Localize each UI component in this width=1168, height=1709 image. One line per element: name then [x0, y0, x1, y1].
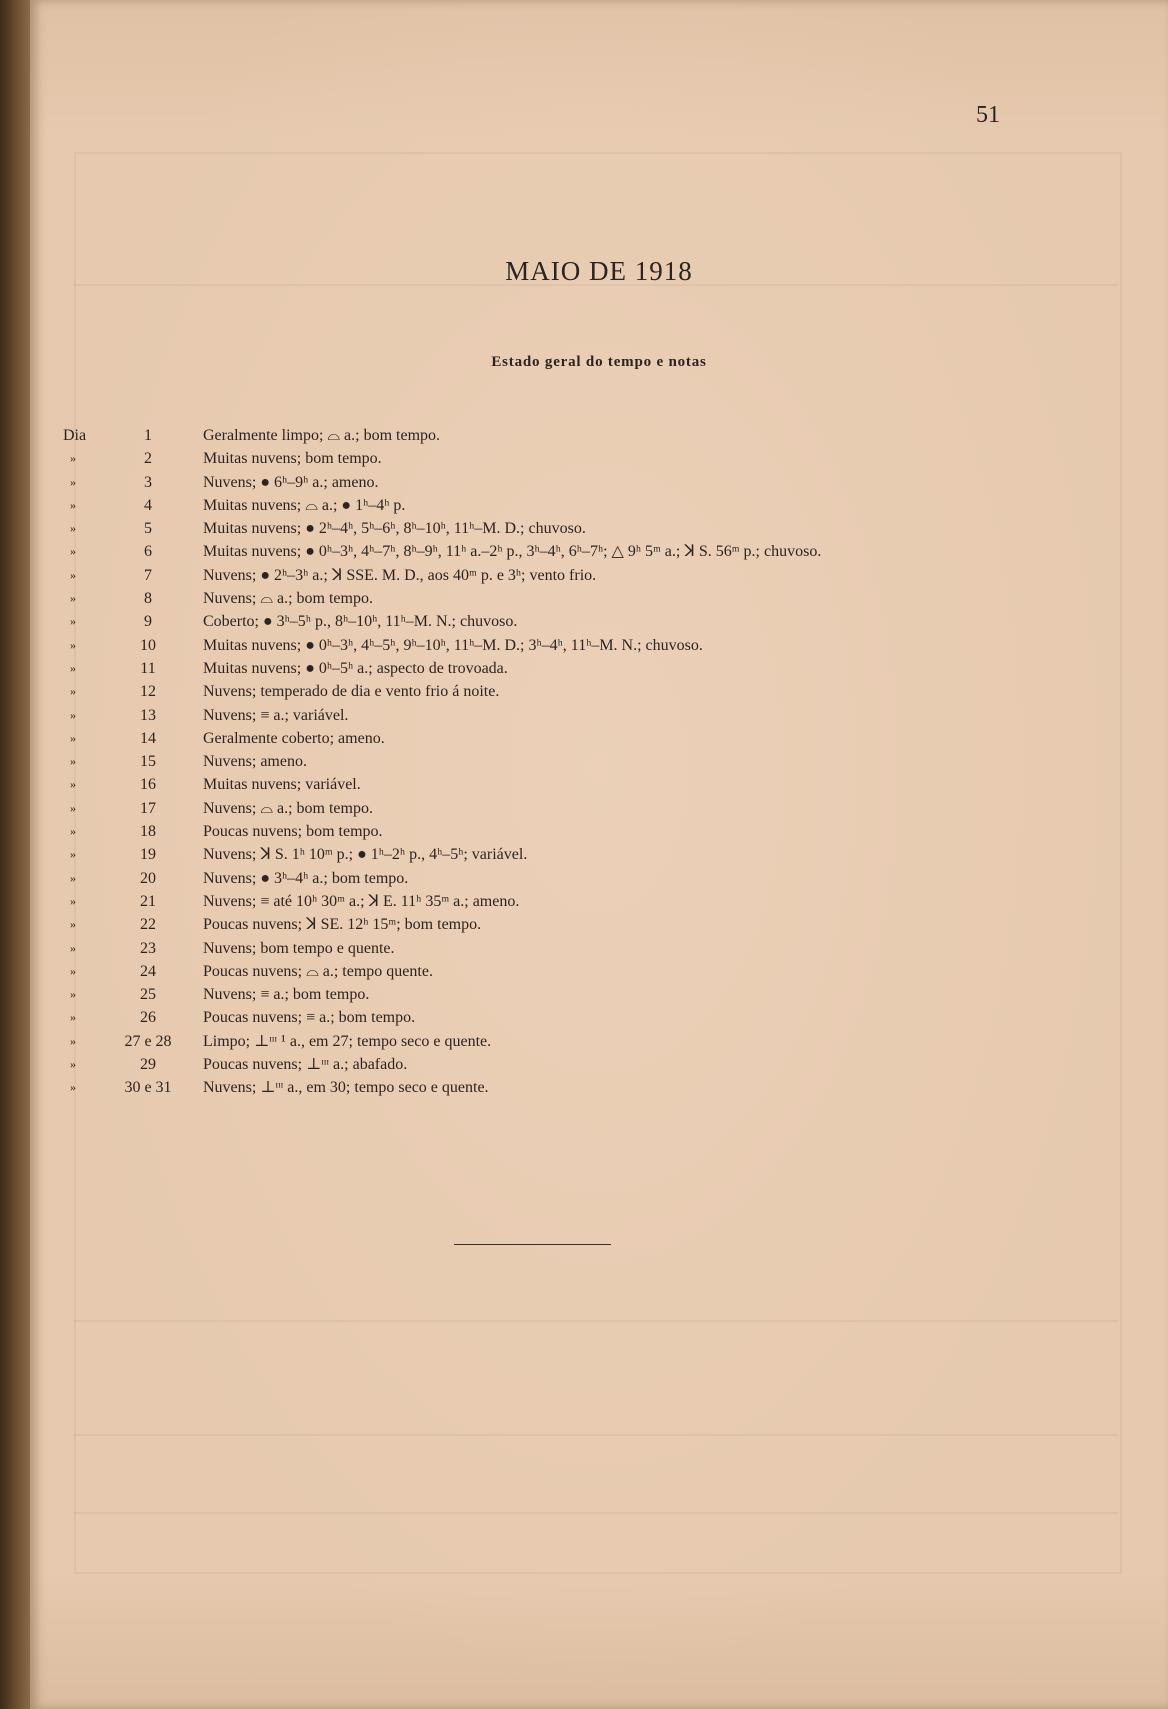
weather-note: Limpo; ⊥ᶦᶦᶦ ¹ a., em 27; tempo seco e quente. [203, 1032, 492, 1050]
page-title: MAIO DE 1918 [505, 256, 693, 286]
list-item [30, 680, 1168, 703]
ditto-mark: » [70, 684, 76, 699]
bleed-through-line [74, 1320, 1118, 1322]
day-number: 29 [140, 1056, 156, 1074]
ditto-mark: » [70, 987, 76, 1002]
list-item [30, 564, 1168, 587]
document-page [30, 0, 1168, 1709]
weather-note: Geralmente limpo; ⌓ a.; bom tempo. [203, 427, 441, 444]
day-number: 3 [144, 473, 152, 491]
weather-note: Geralmente coberto; ameno. [203, 729, 385, 747]
ditto-mark: » [70, 544, 76, 559]
ditto-mark: » [70, 940, 76, 955]
list-item [30, 540, 1168, 563]
ditto-mark: » [70, 1057, 76, 1072]
day-number: 13 [140, 706, 156, 724]
ditto-mark: » [70, 451, 76, 466]
list-item [30, 704, 1168, 727]
list-item [30, 610, 1168, 633]
weather-notes-list [30, 424, 1168, 1100]
day-number: 1 [144, 427, 152, 444]
section-subtitle: Estado geral do tempo e notas [491, 354, 707, 370]
weather-note: Poucas nuvens; ꓘ SE. 12ʰ 15ᵐ; bom tempo. [203, 916, 482, 934]
weather-note: Poucas nuvens; ⌓ a.; tempo quente. [203, 962, 433, 980]
weather-note: Poucas nuvens; ⊥ᶦᶦᶦ a.; abafado. [203, 1056, 408, 1074]
ditto-mark: » [70, 474, 76, 489]
bleed-through-line [74, 1434, 1118, 1436]
list-item [30, 634, 1168, 657]
ditto-mark: » [70, 707, 76, 722]
weather-note: Nuvens; bom tempo e quente. [203, 939, 395, 957]
list-item [30, 890, 1168, 913]
list-item [30, 424, 1168, 447]
ditto-mark: » [70, 1033, 76, 1048]
day-number: 12 [140, 683, 156, 701]
day-label: Dia [63, 427, 87, 444]
list-item [30, 447, 1168, 470]
day-number: 22 [140, 916, 156, 934]
weather-note: Nuvens; temperado de dia e vento frio á noite. [203, 683, 500, 701]
list-item [30, 750, 1168, 773]
ditto-mark: » [70, 963, 76, 978]
ditto-mark: » [70, 567, 76, 582]
list-item [30, 820, 1168, 843]
day-number: 14 [140, 729, 156, 747]
weather-note: Nuvens; ameno. [203, 753, 307, 771]
ditto-mark: » [70, 591, 76, 606]
day-number: 15 [140, 753, 156, 771]
day-number: 25 [140, 986, 156, 1004]
ditto-mark: » [70, 824, 76, 839]
weather-note: Nuvens; ● 3ʰ–4ʰ a.; bom tempo. [203, 869, 409, 887]
list-item [30, 1030, 1168, 1053]
weather-note: Muitas nuvens; ● 2ʰ–4ʰ, 5ʰ–6ʰ, 8ʰ–10ʰ, 11ʰ–M. D.; chuvoso. [203, 520, 586, 538]
list-item [30, 587, 1168, 610]
weather-note: Muitas nuvens; variável. [203, 776, 361, 794]
weather-note: Muitas nuvens; ⌓ a.; ● 1ʰ–4ʰ p. [203, 496, 406, 514]
day-number: 27 e 28 [124, 1032, 172, 1050]
weather-note: Poucas nuvens; bom tempo. [203, 823, 383, 841]
list-item [30, 1006, 1168, 1029]
page-number: 51 [976, 102, 1000, 128]
ditto-mark: » [70, 777, 76, 792]
ditto-mark: » [70, 754, 76, 769]
weather-note: Coberto; ● 3ʰ–5ʰ p., 8ʰ–10ʰ, 11ʰ–M. N.; chuvoso. [203, 613, 518, 631]
ditto-mark: » [70, 893, 76, 908]
day-number: 9 [144, 613, 152, 631]
list-item [30, 517, 1168, 540]
list-item [30, 797, 1168, 820]
day-number: 20 [140, 869, 156, 887]
ditto-mark: » [70, 1010, 76, 1025]
weather-note: Nuvens; ⌓ a.; bom tempo. [203, 799, 373, 817]
day-number: 2 [144, 450, 152, 468]
ditto-mark: » [70, 1080, 76, 1095]
weather-note: Muitas nuvens; ● 0ʰ–3ʰ, 4ʰ–5ʰ, 9ʰ–10ʰ, 11ʰ–M. D.; 3ʰ–4ʰ, 11ʰ–M. N.; chuvoso. [203, 636, 703, 654]
list-item [30, 727, 1168, 750]
list-item [30, 1053, 1168, 1076]
day-number: 4 [144, 496, 152, 514]
ditto-mark: » [70, 521, 76, 536]
list-item [30, 773, 1168, 796]
weather-note: Nuvens; ⊥ᶦᶦᶦ a., em 30; tempo seco e quente. [203, 1079, 489, 1097]
weather-note: Nuvens; ● 2ʰ–3ʰ a.; ꓘ SSE. M. D., aos 40ᵐ p. e 3ʰ; vento frio. [203, 566, 597, 584]
ditto-mark: » [70, 660, 76, 675]
day-number: 5 [144, 520, 152, 538]
day-number: 16 [140, 776, 156, 794]
ditto-mark: » [70, 847, 76, 862]
end-rule [454, 1244, 611, 1245]
list-item [30, 657, 1168, 680]
day-number: 26 [140, 1009, 156, 1027]
list-item [30, 843, 1168, 866]
list-item [30, 937, 1168, 960]
day-number: 8 [144, 590, 152, 608]
day-number: 30 e 31 [124, 1079, 172, 1097]
day-number: 24 [140, 962, 156, 980]
weather-note: Nuvens; ⌓ a.; bom tempo. [203, 590, 373, 608]
list-item [30, 983, 1168, 1006]
weather-note: Nuvens; ● 6ʰ–9ʰ a.; ameno. [203, 473, 379, 491]
list-item [30, 913, 1168, 936]
day-number: 17 [140, 799, 156, 817]
ditto-mark: » [70, 870, 76, 885]
day-number: 18 [140, 823, 156, 841]
weather-note: Nuvens; ≡ até 10ʰ 30ᵐ a.; ꓘ E. 11ʰ 35ᵐ a.; ameno. [203, 892, 520, 910]
list-item [30, 1076, 1168, 1099]
list-item [30, 867, 1168, 890]
day-number: 6 [144, 543, 152, 561]
day-number: 21 [140, 892, 156, 910]
bleed-through-line [74, 1512, 1118, 1514]
weather-note: Nuvens; ꓘ S. 1ʰ 10ᵐ p.; ● 1ʰ–2ʰ p., 4ʰ–5ʰ; variável. [203, 846, 528, 864]
ditto-mark: » [70, 800, 76, 815]
day-number: 19 [140, 846, 156, 864]
weather-note: Muitas nuvens; ● 0ʰ–3ʰ, 4ʰ–7ʰ, 8ʰ–9ʰ, 11ʰ a.–2ʰ p., 3ʰ–4ʰ, 6ʰ–7ʰ; △ 9ʰ 5ᵐ a.; ꓘ S. 56ᵐ p.; chuvoso. [203, 543, 822, 561]
weather-note: Muitas nuvens; ● 0ʰ–5ʰ a.; aspecto de trovoada. [203, 659, 508, 677]
ditto-mark: » [70, 730, 76, 745]
ditto-mark: » [70, 614, 76, 629]
day-number: 23 [140, 939, 156, 957]
ditto-mark: » [70, 497, 76, 512]
list-item [30, 494, 1168, 517]
list-item [30, 960, 1168, 983]
day-number: 10 [140, 636, 156, 654]
ditto-mark: » [70, 917, 76, 932]
list-item [30, 471, 1168, 494]
weather-note: Nuvens; ≡ a.; bom tempo. [203, 986, 370, 1004]
day-number: 11 [140, 659, 156, 677]
weather-note: Poucas nuvens; ≡ a.; bom tempo. [203, 1009, 416, 1027]
weather-note: Muitas nuvens; bom tempo. [203, 450, 382, 468]
ditto-mark: » [70, 637, 76, 652]
day-number: 7 [144, 566, 152, 584]
book-spine [0, 0, 30, 1709]
weather-note: Nuvens; ≡ a.; variável. [203, 706, 349, 724]
